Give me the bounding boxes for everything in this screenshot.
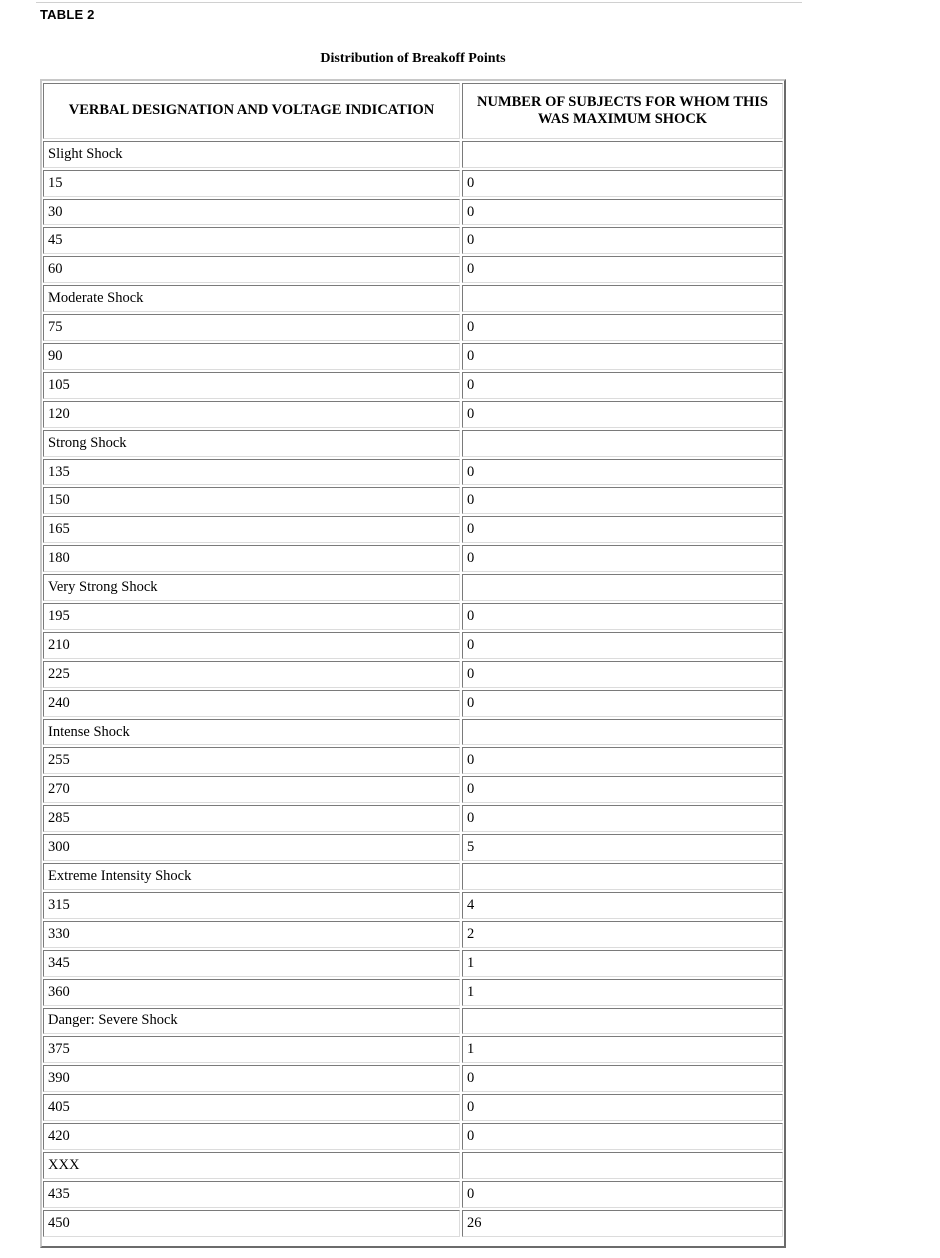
column-header-subjects: NUMBER OF SUBJECTS FOR WHOM THIS WAS MAXIMUM SHOCK: [462, 83, 783, 139]
subject-count-cell: 0: [462, 1123, 783, 1150]
voltage-cell: 435: [43, 1181, 460, 1208]
voltage-cell: 210: [43, 632, 460, 659]
voltage-cell: 165: [43, 516, 460, 543]
subject-count-cell: 0: [462, 401, 783, 428]
top-divider: [36, 2, 802, 3]
table-grid: [43, 82, 783, 1238]
subject-count-cell: 2: [462, 921, 783, 948]
category-empty-cell: [462, 1008, 783, 1035]
voltage-cell: 345: [43, 950, 460, 977]
voltage-cell: 15: [43, 170, 460, 197]
subject-count-cell: 1: [462, 950, 783, 977]
shock-category-label: Extreme Intensity Shock: [43, 863, 460, 890]
table-number-label: TABLE 2: [40, 7, 95, 22]
voltage-cell: 180: [43, 545, 460, 572]
shock-category-label: Very Strong Shock: [43, 574, 460, 601]
subject-count-cell: 0: [462, 1094, 783, 1121]
voltage-cell: 285: [43, 805, 460, 832]
voltage-cell: 270: [43, 776, 460, 803]
subject-count-cell: 26: [462, 1210, 783, 1237]
subject-count-cell: 0: [462, 227, 783, 254]
voltage-cell: 315: [43, 892, 460, 919]
voltage-cell: 300: [43, 834, 460, 861]
category-empty-cell: [462, 1152, 783, 1179]
subject-count-cell: 0: [462, 545, 783, 572]
voltage-cell: 375: [43, 1036, 460, 1063]
voltage-cell: 360: [43, 979, 460, 1006]
subject-count-cell: 0: [462, 199, 783, 226]
subject-count-cell: 0: [462, 661, 783, 688]
subject-count-cell: 0: [462, 1065, 783, 1092]
voltage-cell: 240: [43, 690, 460, 717]
subject-count-cell: 0: [462, 343, 783, 370]
voltage-cell: 420: [43, 1123, 460, 1150]
category-empty-cell: [462, 719, 783, 746]
shock-category-label: Danger: Severe Shock: [43, 1008, 460, 1035]
subject-count-cell: 0: [462, 805, 783, 832]
voltage-cell: 90: [43, 343, 460, 370]
voltage-cell: 390: [43, 1065, 460, 1092]
voltage-cell: 405: [43, 1094, 460, 1121]
column-header-voltage: VERBAL DESIGNATION AND VOLTAGE INDICATION: [43, 83, 460, 139]
voltage-cell: 75: [43, 314, 460, 341]
category-empty-cell: [462, 574, 783, 601]
subject-count-cell: 0: [462, 516, 783, 543]
voltage-cell: 60: [43, 256, 460, 283]
table-caption: Distribution of Breakoff Points: [320, 51, 506, 66]
voltage-cell: 255: [43, 747, 460, 774]
subject-count-cell: 0: [462, 314, 783, 341]
voltage-cell: 150: [43, 487, 460, 514]
subject-count-cell: 1: [462, 979, 783, 1006]
subject-count-cell: 0: [462, 256, 783, 283]
breakoff-table: [40, 79, 786, 1248]
shock-category-label: Intense Shock: [43, 719, 460, 746]
subject-count-cell: 0: [462, 459, 783, 486]
category-empty-cell: [462, 141, 783, 168]
voltage-cell: 105: [43, 372, 460, 399]
subject-count-cell: 1: [462, 1036, 783, 1063]
subject-count-cell: 0: [462, 690, 783, 717]
subject-count-cell: 5: [462, 834, 783, 861]
category-empty-cell: [462, 863, 783, 890]
voltage-cell: 225: [43, 661, 460, 688]
shock-category-label: XXX: [43, 1152, 460, 1179]
subject-count-cell: 0: [462, 603, 783, 630]
shock-category-label: Strong Shock: [43, 430, 460, 457]
shock-category-label: Moderate Shock: [43, 285, 460, 312]
voltage-cell: 450: [43, 1210, 460, 1237]
subject-count-cell: 0: [462, 747, 783, 774]
subject-count-cell: 0: [462, 372, 783, 399]
subject-count-cell: 0: [462, 632, 783, 659]
subject-count-cell: 0: [462, 170, 783, 197]
subject-count-cell: 0: [462, 1181, 783, 1208]
voltage-cell: 30: [43, 199, 460, 226]
subject-count-cell: 4: [462, 892, 783, 919]
category-empty-cell: [462, 285, 783, 312]
voltage-cell: 120: [43, 401, 460, 428]
shock-category-label: Slight Shock: [43, 141, 460, 168]
voltage-cell: 195: [43, 603, 460, 630]
voltage-cell: 135: [43, 459, 460, 486]
voltage-cell: 45: [43, 227, 460, 254]
subject-count-cell: 0: [462, 487, 783, 514]
category-empty-cell: [462, 430, 783, 457]
voltage-cell: 330: [43, 921, 460, 948]
subject-count-cell: 0: [462, 776, 783, 803]
